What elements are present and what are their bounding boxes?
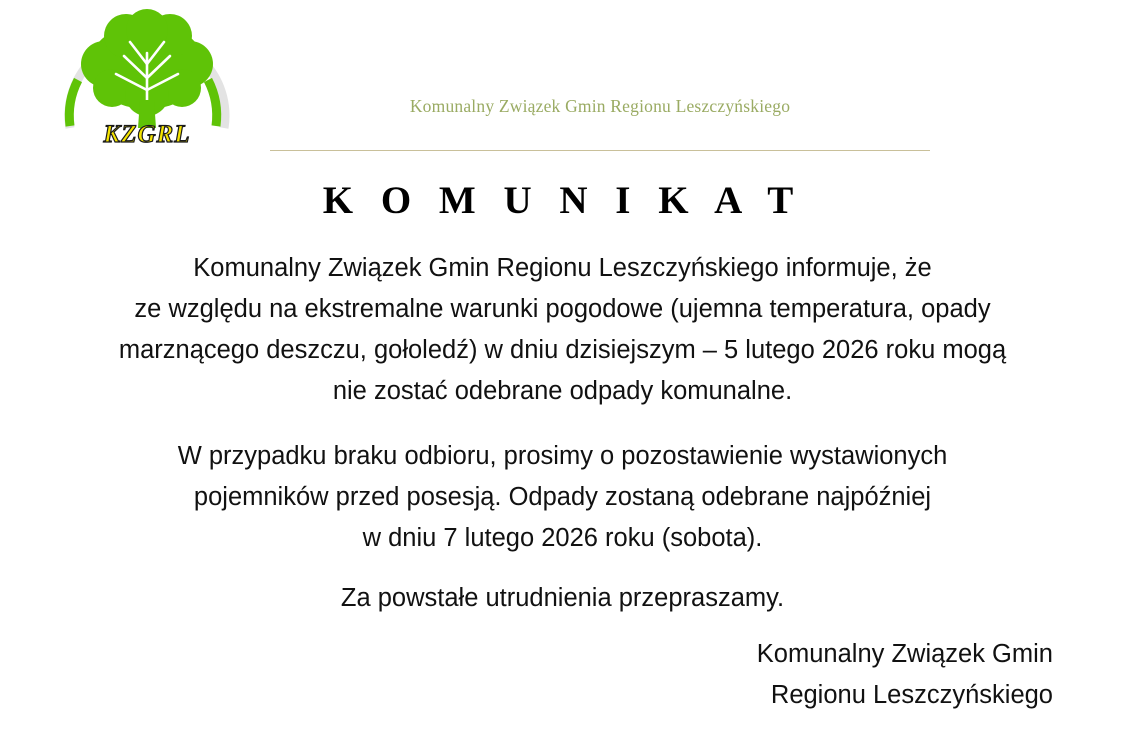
signature-line-1: Komunalny Związek Gmin — [756, 640, 1053, 668]
paragraph-line: marznącego deszczu, gołoledź) w dniu dzisiejszym – 5 lutego 2026 roku mogą — [118, 336, 1007, 364]
paragraph-line: W przypadku braku odbioru, prosimy o pozostawienie wystawionych — [177, 442, 948, 470]
paragraph-line: w dniu 7 lutego 2026 roku (sobota). — [362, 524, 763, 552]
logo-wordmark: KZGRL — [103, 121, 191, 148]
page-title: K O M U N I K A T — [322, 179, 803, 222]
paragraph-line: Komunalny Związek Gmin Regionu Leszczyńskiego informuje, że — [193, 254, 932, 282]
signature-line-2: Regionu Leszczyńskiego — [770, 681, 1053, 709]
paragraph-line: nie zostać odebrane odpady komunalne. — [332, 377, 793, 405]
paragraph-1 — [70, 248, 1055, 412]
organization-header: Komunalny Związek Gmin Regionu Leszczyńskiego — [409, 96, 791, 116]
paragraph-line: ze względu na ekstremalne warunki pogodowe (ujemna temperatura, opady — [134, 295, 991, 323]
paragraph-line: Za powstałe utrudnienia przepraszamy. — [340, 584, 785, 612]
tree-logo-icon — [52, 8, 242, 158]
paragraph-2 — [70, 436, 1055, 559]
kzgrl-logo — [52, 8, 242, 158]
paragraph-3 — [70, 578, 1055, 619]
paragraph-line: pojemników przed posesją. Odpady zostaną odebrane najpóźniej — [193, 483, 932, 511]
header-divider — [270, 150, 930, 151]
signature-block — [533, 634, 1053, 716]
